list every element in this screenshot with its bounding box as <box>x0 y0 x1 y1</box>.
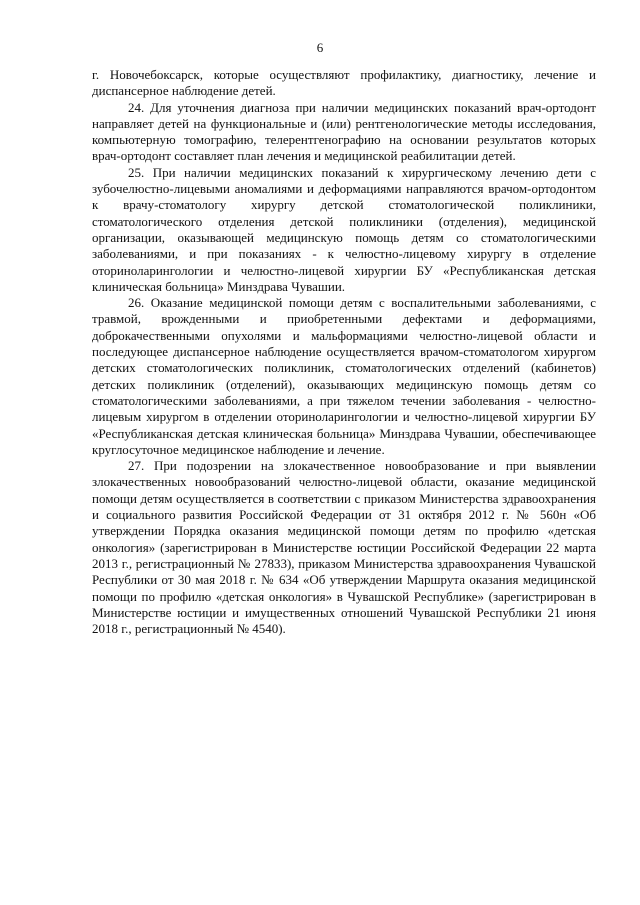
page-number: 6 <box>316 40 324 55</box>
paragraph-continuation: г. Новочебоксарск, которые осуществляют профилактику, диагностику, лечение и диспансерное наблюдение детей. <box>92 67 596 99</box>
paragraph-25: 25. При наличии медицинских показаний к хирургическому лечению дети с зубочелюстно-лицевыми аномалиями и деформациями направляются врачом-ортодонтом к врачу-стоматологу хирургу детской стоматологической поликлиники, стоматологического отделения детской поликлиники (отделения), медицинской организации, оказывающей медицинскую помощь детям со стоматологическими заболеваниями, и при показаниях - к челюстно-лицевому хирургу в отделение оториноларингологии и челюстно-лицевой хирургии БУ «Республиканская детская клиническая больница» Минздрава Чувашии. <box>92 164 596 294</box>
paragraph-26: 26. Оказание медицинской помощи детям с воспалительными заболеваниями, с травмой, врожденными и приобретенными дефектами и деформациями, доброкачественными опухолями и мальформациями челюстно-лицевой области и последующее диспансерное наблюдение осуществляется врачом-стоматологом хирургом детских стоматологических поликлиник, стоматологических отделений (кабинетов) детских поликлиник (отделений), оказывающих медицинскую помощь детям со стоматологическими заболеваниями, а при тяжелом течении заболевания - челюстно-лицевым хирургом в отделении оториноларингологии и челюстно-лицевой хирургии БУ «Республиканская детская клиническая больница» Минздрава Чувашии, обеспечивающее круглосуточное медицинское наблюдение и лечение. <box>92 295 596 457</box>
paragraph-27: 27. При подозрении на злокачественное новообразование и при выявлении злокачественных новообразований челюстно-лицевой области, оказание медицинской помощи детям осуществляется в соответствии с приказом Министерства здравоохранения и социального развития Российской Федерации от 31 октября 2012 г. № 560н «Об утверждении Порядка оказания медицинской помощи детям по профилю «детская онкология» (зарегистрирован в Министерстве юстиции Российской Федерации 22 марта 2013 г., регистрационный № 27833), приказом Министерства здравоохранения Чувашской Республики от 30 мая 2018 г. № 634 «Об утверждении Маршрута оказания медицинской помощи по профилю «детская онкология» в Чувашской Республике» (зарегистрирован в Министерстве юстиции и имущественных отношений Чувашской Республики 21 июня 2018 г., регистрационный № 4540). <box>92 458 596 637</box>
paragraph-24: 24. Для уточнения диагноза при наличии медицинских показаний врач-ортодонт направляет детей на функциональные и (или) рентгенологические методы исследования, компьютерную томографию, телерентгенографию на основании результатов которых врач-ортодонт составляет план лечения и медицинской реабилитации детей. <box>92 99 596 164</box>
document-body <box>92 67 596 637</box>
